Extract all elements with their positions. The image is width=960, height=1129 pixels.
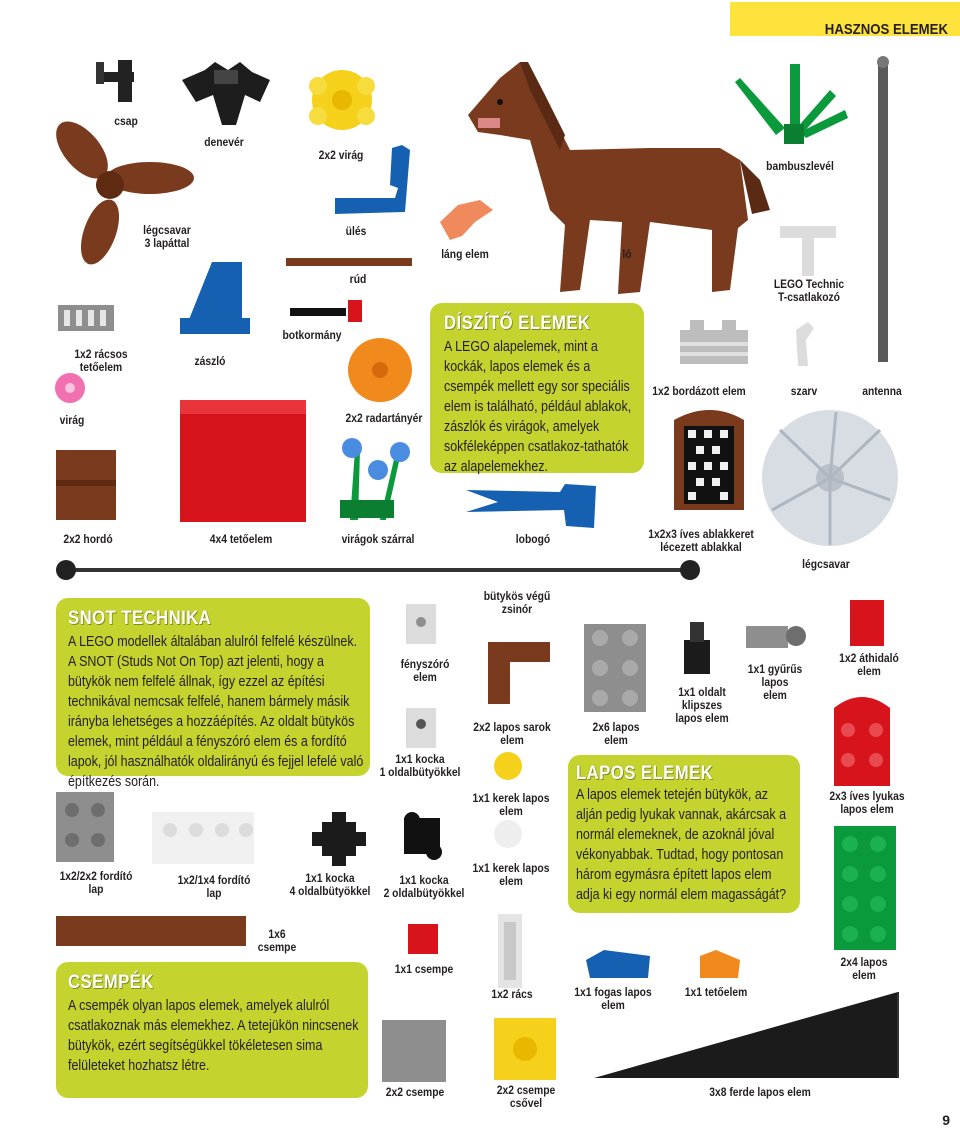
label-ring-plate: 1x1 gyűrűs lapos elem bbox=[747, 662, 803, 702]
jumper-plate-piece bbox=[850, 600, 884, 646]
label-seat: ülés bbox=[345, 224, 367, 238]
label-corner-plate: 2x2 lapos sarok elem bbox=[473, 720, 551, 747]
bar-piece bbox=[286, 258, 412, 266]
brick-2-side-studs-piece bbox=[404, 812, 442, 860]
label-string: bütykös végű zsinór bbox=[483, 589, 551, 616]
decorative-elements-box bbox=[430, 303, 644, 473]
label-joystick: botkormány bbox=[282, 328, 342, 342]
horn-piece bbox=[796, 322, 814, 366]
flag-piece bbox=[180, 262, 250, 334]
label-brick-1-side: 1x1 kocka 1 oldalbütyökkel bbox=[379, 752, 461, 779]
label-grille-1x2: 1x2 rács bbox=[491, 987, 533, 1001]
roof-4x4-piece bbox=[180, 400, 306, 522]
round-plate-yellow-piece bbox=[494, 752, 522, 780]
bamboo-leaf-piece bbox=[735, 64, 848, 144]
label-tile-1x1: 1x1 csempe bbox=[394, 962, 454, 976]
bracket-2x2-piece bbox=[56, 792, 114, 862]
label-banner: lobogó bbox=[515, 532, 551, 546]
plates-box bbox=[568, 755, 800, 913]
plates-text: A lapos elemek tetején bütykök, az alján pedig lyukak vannak, akárcsak a normál elemeknek, de azoknál jóval vékonyabbak. Tudtad, hogy pontosan három egymásra épített lapos elem adja ki egy normál elem magasságát? bbox=[576, 787, 787, 903]
plate-2x4-piece bbox=[834, 826, 896, 950]
flowers-with-stems-piece bbox=[340, 438, 410, 520]
snot-technique-title: SNOT TECHNIKA bbox=[68, 608, 212, 629]
label-plate-2x4: 2x4 lapos elem bbox=[840, 955, 888, 982]
plates-title: LAPOS ELEMEK bbox=[576, 763, 714, 784]
tile-1x1-piece bbox=[408, 924, 438, 954]
label-bracket-2x2: 1x2/2x2 fordító lap bbox=[59, 869, 133, 896]
label-round-plate-2: 1x1 kerek lapos elem bbox=[472, 861, 550, 888]
label-headlight: fényszóró elem bbox=[400, 657, 450, 684]
tile-2x2-piece bbox=[382, 1020, 446, 1082]
grille-1x2-piece bbox=[498, 914, 522, 988]
label-propeller: légcsavar bbox=[802, 557, 850, 571]
joystick-piece bbox=[290, 300, 362, 322]
label-bar: rúd bbox=[349, 272, 367, 286]
decorative-elements-text: A LEGO alapelemek, mint a kockák, lapos elemek és a csempék mellett egy sor speciális elem is található, például ablakok, zászlók és virágok, amelyek sokféleképpen csatlakoz-tathatók az alapelemekhez. bbox=[444, 339, 632, 475]
label-bamboo: bambuszlevél bbox=[766, 159, 834, 173]
headlight-piece bbox=[406, 604, 436, 644]
clip-plate-piece bbox=[684, 622, 710, 674]
label-bat: denevér bbox=[204, 135, 244, 149]
label-brick-2-studs: 1x1 kocka 2 oldalbütyökkel bbox=[383, 873, 465, 900]
roof-1x1-piece bbox=[700, 950, 740, 978]
radar-dish-piece bbox=[348, 338, 412, 402]
yellow-flower-piece bbox=[309, 70, 375, 130]
propeller-piece bbox=[762, 410, 898, 546]
label-clip-plate: 1x1 oldalt klipszes lapos elem bbox=[675, 685, 729, 725]
header-title: HASZNOS ELEMEK bbox=[824, 21, 948, 38]
label-curved-hole-plate: 2x3 íves lyukas lapos elem bbox=[829, 789, 905, 816]
round-plate-white-piece bbox=[494, 820, 522, 848]
barrel-piece bbox=[56, 450, 116, 520]
label-flag: zászló bbox=[194, 354, 226, 368]
snot-technique-text: A LEGO modellek általában alulról felfelé készülnek. A SNOT (Studs Not On Top) azt jelenti, hogy a bütykök nem felfelé állnak, így ezzel az építési technikával nemcsak felfelé, hanem bármely másik irányba lehetséges a hozzáépítés. Az oldalt bütykös elemek, mint például a fényszóró elem és a fordító lapok, jól használhatók oldalirányú és fejjel lefelé való építkezés során. bbox=[68, 634, 364, 790]
stud-ended-string-piece bbox=[56, 560, 700, 580]
corner-plate-piece bbox=[488, 642, 550, 704]
label-pink-flower: virág bbox=[59, 413, 85, 427]
flame-piece bbox=[440, 200, 493, 240]
brick-1-side-stud-piece bbox=[406, 708, 436, 748]
bat-piece bbox=[182, 62, 270, 125]
label-radar: 2x2 radartányér bbox=[345, 411, 423, 425]
snot-technique-box bbox=[56, 598, 370, 790]
decorative-elements-title: DÍSZÍTŐ ELEMEK bbox=[444, 313, 591, 334]
grille-roof-piece bbox=[58, 305, 114, 331]
label-antenna: antenna bbox=[862, 384, 902, 398]
label-flowers-stems: virágok szárral bbox=[341, 532, 415, 546]
label-tap: csap bbox=[114, 114, 138, 128]
label-tile-2x2-tube: 2x2 csempe csővel bbox=[496, 1083, 556, 1110]
banner-piece bbox=[466, 484, 596, 528]
label-roof-1x1: 1x1 tetőelem bbox=[684, 985, 748, 999]
plate-2x6-piece bbox=[584, 624, 646, 712]
label-technic: LEGO Technic T-csatlakozó bbox=[773, 277, 845, 304]
tile-1x6-piece bbox=[56, 916, 246, 946]
label-jumper: 1x2 áthidaló elem bbox=[839, 651, 899, 678]
tiles-title: CSEMPÉK bbox=[68, 972, 154, 993]
label-yellow-flower: 2x2 virág bbox=[318, 148, 364, 162]
label-round-plate-1: 1x1 kerek lapos elem bbox=[472, 791, 550, 818]
label-roof-4x4: 4x4 tetőelem bbox=[209, 532, 273, 546]
antenna-piece bbox=[877, 56, 889, 362]
tap-piece bbox=[96, 60, 134, 102]
page-number: 9 bbox=[942, 1112, 950, 1128]
label-wedge-3x8: 3x8 ferde lapos elem bbox=[709, 1085, 811, 1099]
label-plate-2x6: 2x6 lapos elem bbox=[592, 720, 640, 747]
label-ridged-brick: 1x2 bordázott elem bbox=[652, 384, 746, 398]
label-brick-4-studs: 1x1 kocka 4 oldalbütyökkel bbox=[289, 871, 371, 898]
tiles-text: A csempék olyan lapos elemek, amelyek alulról csatlakoznak más elemekhez. A tetejükön nincsenek bütykök, ezért segítségükkel tökéletesen sima felületeket hozhatsz létre. bbox=[68, 998, 359, 1074]
curved-hole-plate-piece bbox=[834, 697, 890, 786]
technic-t-piece bbox=[780, 226, 836, 276]
bracket-1x4-piece bbox=[152, 812, 254, 864]
tooth-plate-piece bbox=[586, 950, 650, 978]
label-tile-2x2: 2x2 csempe bbox=[385, 1085, 445, 1099]
label-window-frame: 1x2x3 íves ablakkeret lécezett ablakkal bbox=[648, 527, 754, 554]
ring-plate-piece bbox=[746, 626, 806, 648]
label-tile-1x6: 1x6 csempe bbox=[257, 927, 297, 954]
label-grille-roof: 1x2 rácsos tetőelem bbox=[74, 347, 128, 374]
brick-4-side-studs-piece bbox=[312, 812, 366, 866]
label-propeller-3: légcsavar 3 lapáttal bbox=[143, 223, 191, 250]
label-barrel: 2x2 hordó bbox=[63, 532, 113, 546]
tiles-box bbox=[56, 962, 368, 1098]
label-tooth-plate: 1x1 fogas lapos elem bbox=[574, 985, 652, 1012]
tile-2x2-tube-piece bbox=[494, 1018, 556, 1080]
pink-flower-piece bbox=[55, 373, 85, 403]
window-frame-piece bbox=[674, 410, 744, 510]
ridged-brick-piece bbox=[680, 320, 748, 364]
label-horn: szarv bbox=[790, 384, 818, 398]
label-flame: láng elem bbox=[441, 247, 489, 261]
label-horse: ló bbox=[622, 247, 632, 261]
label-bracket-1x4: 1x2/1x4 fordító lap bbox=[177, 873, 251, 900]
